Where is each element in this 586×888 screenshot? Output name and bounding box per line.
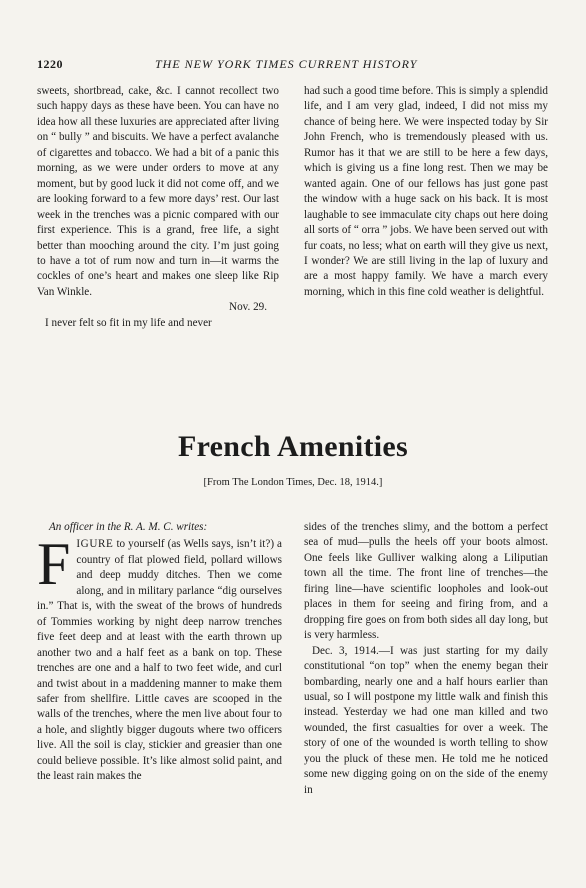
drop-cap: F xyxy=(37,531,71,598)
article-source: [From The London Times, Dec. 18, 1914.] xyxy=(203,477,383,488)
article-left-column xyxy=(37,520,282,785)
letter-paragraph: sweets, shortbread, cake, &c. I cannot recollect two such happy days as these have been. You can have no idea how all these luxuries are appreciated after living on “ bully ” and biscuits. We have a perfect avalanche of cigarettes and tobacco. We had a bit of a panic this morning, as we were under orders to move at any moment, but by good luck it did not come off, and we are looking forward to a few more days’ rest. Our last week in the trenches was a picnic compared with our first experience. This is a grand, free life, a sight better than mooching around the city. I’m just going to have a tot of rum now and turn in—it warms the cockles of one’s heart and makes one sleep like Rip Van Winkle. xyxy=(37,85,279,298)
running-header xyxy=(37,57,549,75)
article-body-text: to yourself (as Wells says, isn’t it?) a country of flat plowed field, pollard willows and deep muddy ditches. Then we come along, and in military parlance “dig ourselves in.” That is, with the sweat of the brows of hundreds of Tommies working by night deep narrow trenches five feet deep and at least with the earth thrown up another two and a half feet as a bank on top. These trenches are one and a half to two feet wide, and curl and twist about in a maddening manner to make them safer from shellfire. Little caves are scooped in the walls of the trenches, where the men live about four to a hole, and slightly bigger dugouts where two officers live. All the soil is clay, stickier and greasier than one could believe possible. It’s like almost solid paint, and the least rain makes the xyxy=(37,538,282,783)
top-right-column xyxy=(304,84,548,300)
article-byline: An officer in the R. A. M. C. writes: xyxy=(49,521,208,533)
letter-paragraph: I never felt so fit in my life and never xyxy=(45,316,212,329)
article-paragraph: Dec. 3, 1914.—I was just starting for my daily constitutional “on top” when the enemy began their bombarding, nearly one and a half hours earlier than usual, so I will postpone my little walk and finish this instead. Yesterday we had one man killed and two wounded, the first casualties for over a week. The story of one of the wounded is worth telling to show you the pluck of these men. He told me he noticed some new digging going on on the side of the enemy in xyxy=(304,644,548,796)
letter-paragraph: had such a good time before. This is simply a splendid life, and I am very glad, indeed, I did not miss my chance of being here. We were inspected today by Sir John French, who is tremendously pleased with us. Rumor has it that we are still to be here a few days, which is giving us a fine long rest. Then we may be wanted again. One of our fellows has just gone past the window with a huge sack on his back. It is most laughable to see immaculate city chaps out here doing all sorts of “ orra ” jobs. We have been served out with fur coats, no less; what on earth will they give us next, I wonder? We are still living in the lap of luxury and are a most happy family. We have a march every morning, which in this fine cold weather is delightful. xyxy=(304,85,548,298)
page-number: 1220 xyxy=(37,57,63,71)
article-lead-paragraph xyxy=(37,531,282,784)
article-right-column xyxy=(304,520,548,798)
running-title: THE NEW YORK TIMES CURRENT HISTORY xyxy=(155,57,418,71)
article-title: French Amenities xyxy=(177,430,409,463)
lead-caps: IGURE xyxy=(76,538,114,551)
article-paragraph: sides of the trenches slimy, and the bottom a perfect sea of mud—pulls the heels off your boots almost. One feels like Gulliver walking along a Liliputian town all the time. The front line of trenches—the firing line—have scientific loopholes and look-out places in them for seeing and firing from, and a dropping fire goes on from both sides all day long, but is very harmless. xyxy=(304,521,548,642)
top-left-column xyxy=(37,84,279,331)
letter-date: Nov. 29. xyxy=(229,301,267,314)
